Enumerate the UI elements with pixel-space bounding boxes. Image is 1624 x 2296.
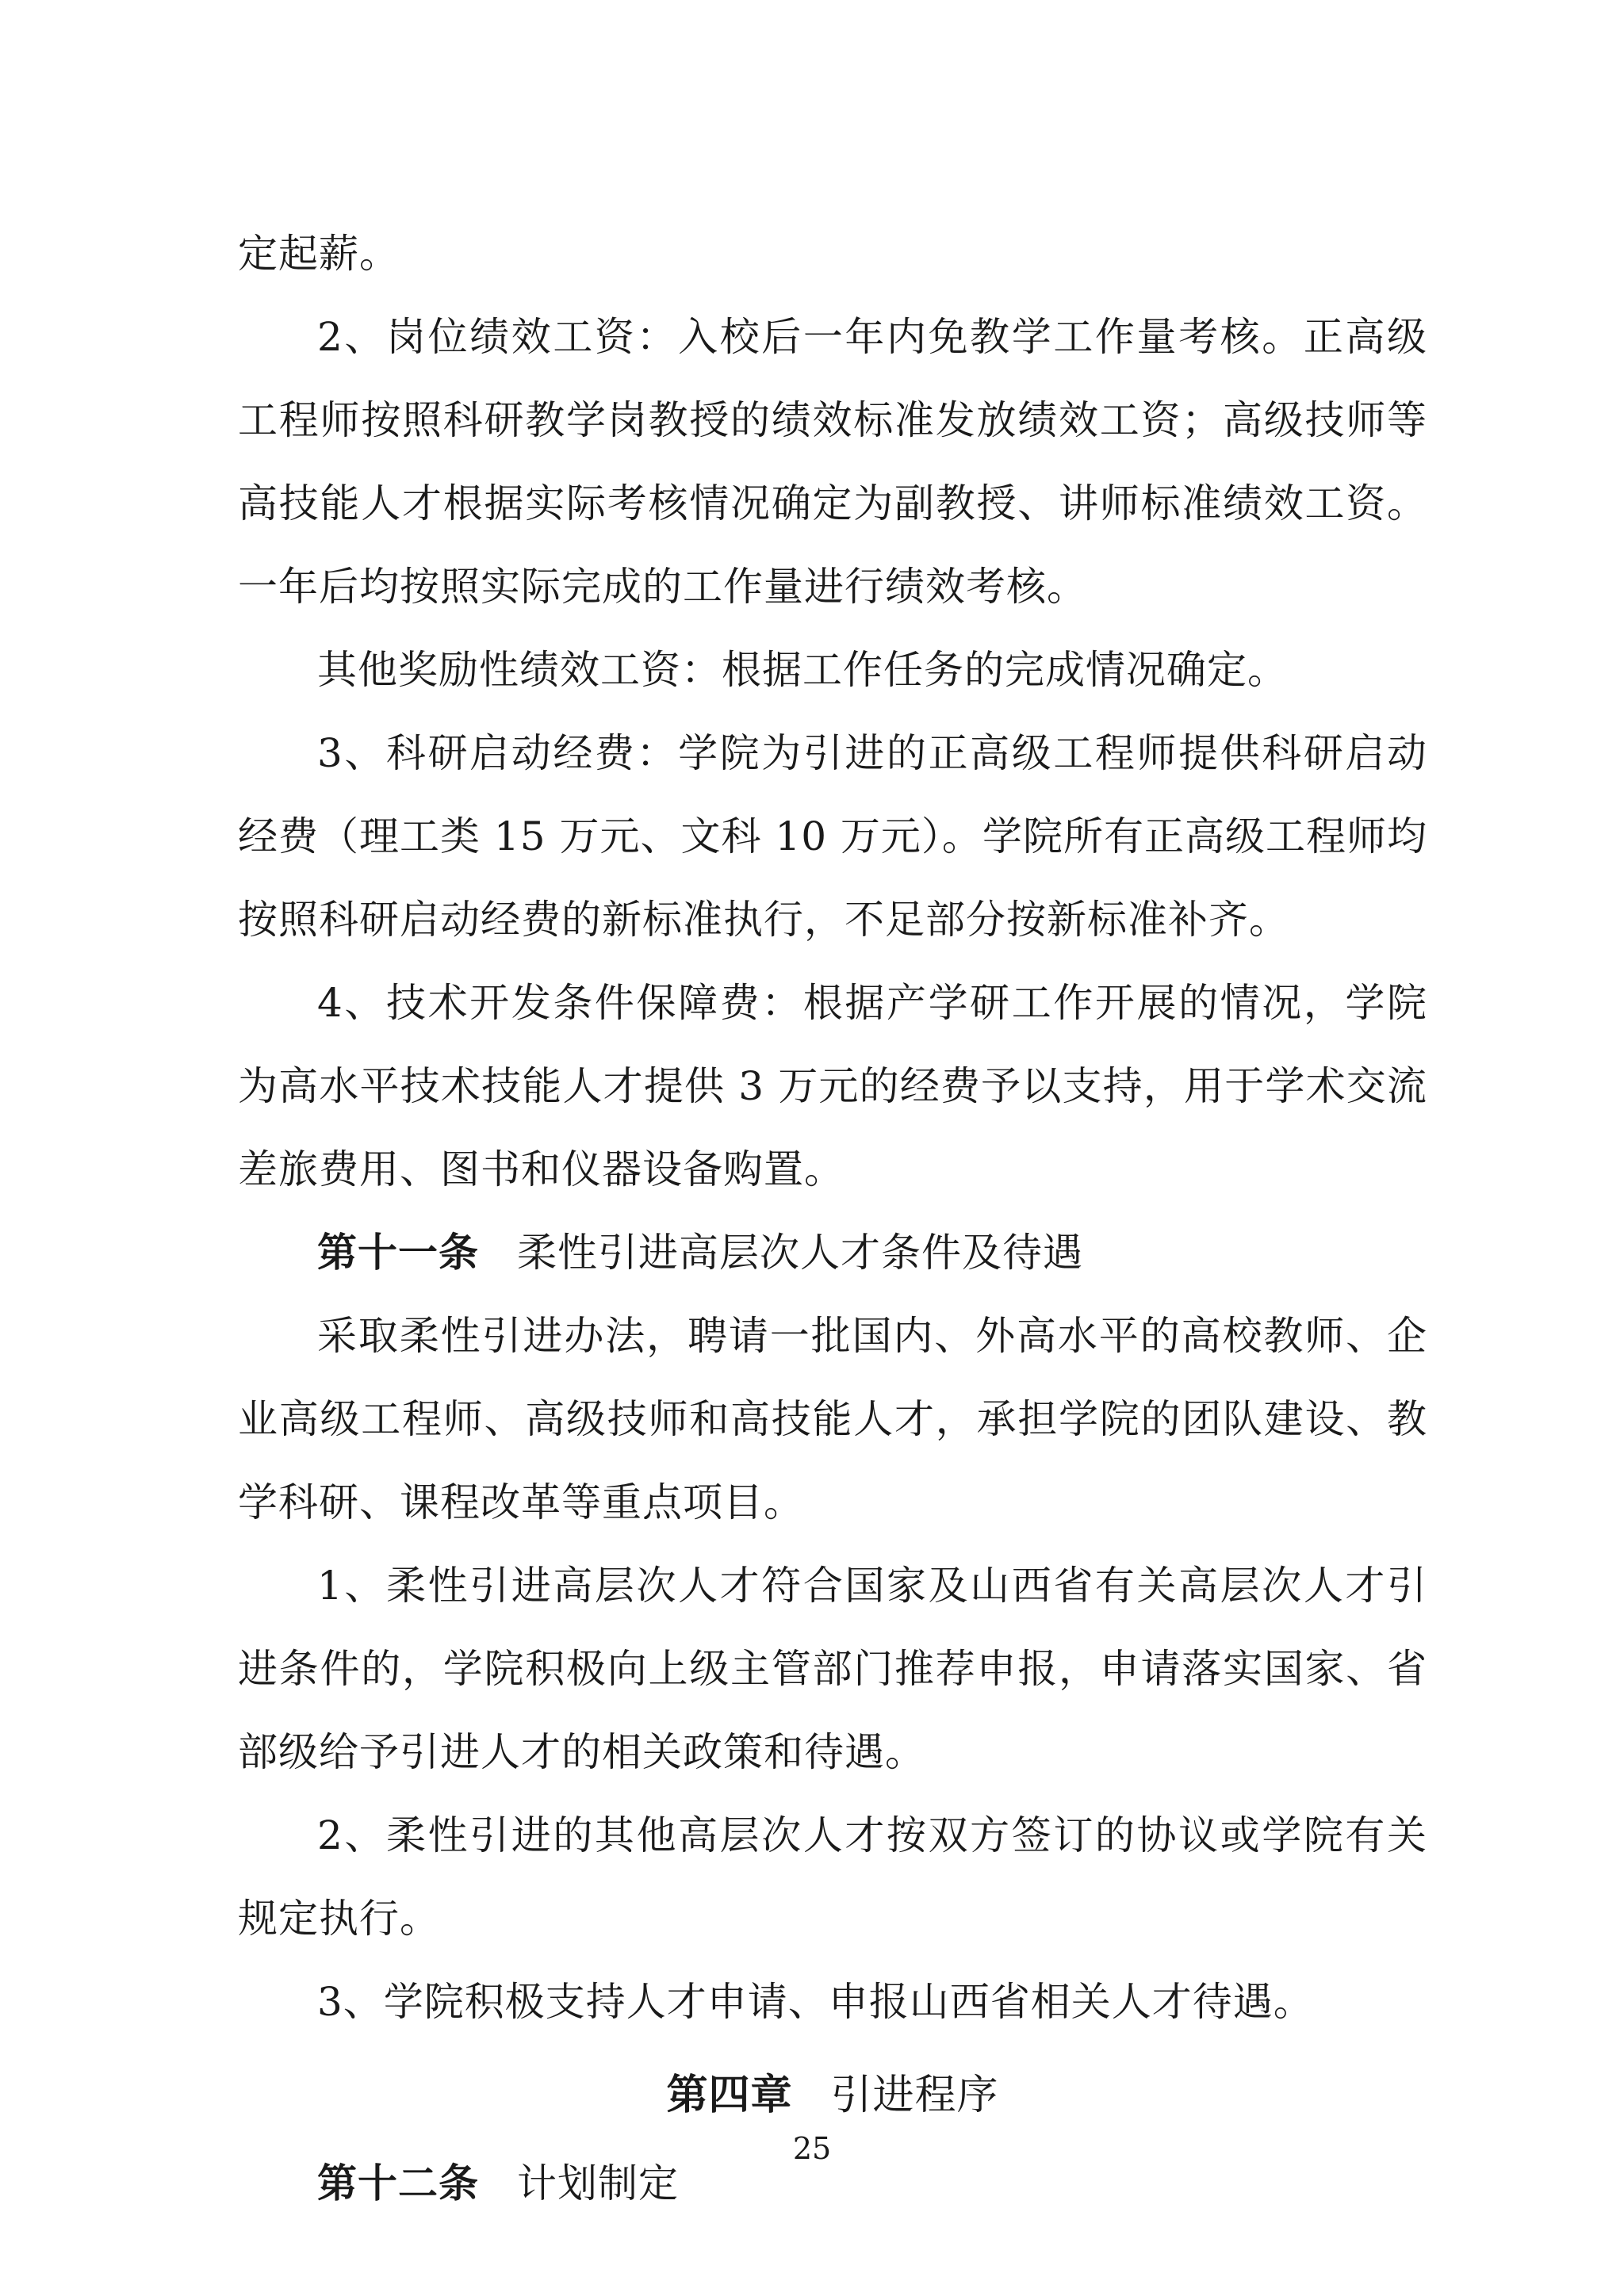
paragraph-performance-pay: 2、岗位绩效工资：入校后一年内免教学工作量考核。正高级工程师按照科研教学岗教授的绩效标准发放绩效工资；高级技师等高技能人才根据实际考核情况确定为副教授、讲师标准绩效工资。一年后均按照实际完成的工作量进行绩效考核。 — [238, 314, 1427, 610]
article-number: 第十一条 — [317, 1230, 479, 1276]
chapter-title: 引进程序 — [830, 2072, 999, 2119]
article-number: 第十二条 — [317, 2160, 479, 2206]
paragraph-tech-development-funds: 4、技术开发条件保障费：根据产学研工作开展的情况，学院为高水平技术技能人才提供 3 万元的经费予以支持，用于学术交流差旅费用、图书和仪器设备购置。 — [238, 980, 1427, 1192]
paragraph-research-startup-funds: 3、科研启动经费：学院为引进的正高级工程师提供科研启动经费（理工类 15 万元、文科 10 万元）。学院所有正高级工程师均按照科研启动经费的新标准执行，不足部分按新标准补齐。 — [238, 730, 1427, 943]
article-heading-11 — [238, 1211, 1427, 1295]
paragraph-continuation: 定起薪。 — [238, 231, 400, 277]
paragraph-flexible-item-2: 2、柔性引进的其他高层次人才按双方签订的协议或学院有关规定执行。 — [238, 1812, 1427, 1942]
page-number: 25 — [792, 2131, 832, 2166]
chapter-number: 第四章 — [666, 2072, 793, 2119]
chapter-heading-4 — [238, 2049, 1427, 2142]
paragraph-flexible-item-3: 3、学院积极支持人才申请、申报山西省相关人才待遇。 — [317, 1979, 1314, 2025]
paragraph-flexible-introduction: 采取柔性引进办法，聘请一批国内、外高水平的高校教师、企业高级工程师、高级技师和高技能人才，承担学院的团队建设、教学科研、课程改革等重点项目。 — [238, 1313, 1427, 1525]
paragraph-other-incentive-pay: 其他奖励性绩效工资：根据工作任务的完成情况确定。 — [317, 647, 1288, 693]
document-body — [238, 212, 1427, 2225]
article-title: 计划制定 — [517, 2160, 679, 2206]
article-title: 柔性引进高层次人才条件及待遇 — [517, 1230, 1083, 1276]
paragraph-flexible-item-1: 1、柔性引进高层次人才符合国家及山西省有关高层次人才引进条件的，学院积极向上级主管部门推荐申报，申请落实国家、省部级给予引进人才的相关政策和待遇。 — [238, 1563, 1427, 1775]
